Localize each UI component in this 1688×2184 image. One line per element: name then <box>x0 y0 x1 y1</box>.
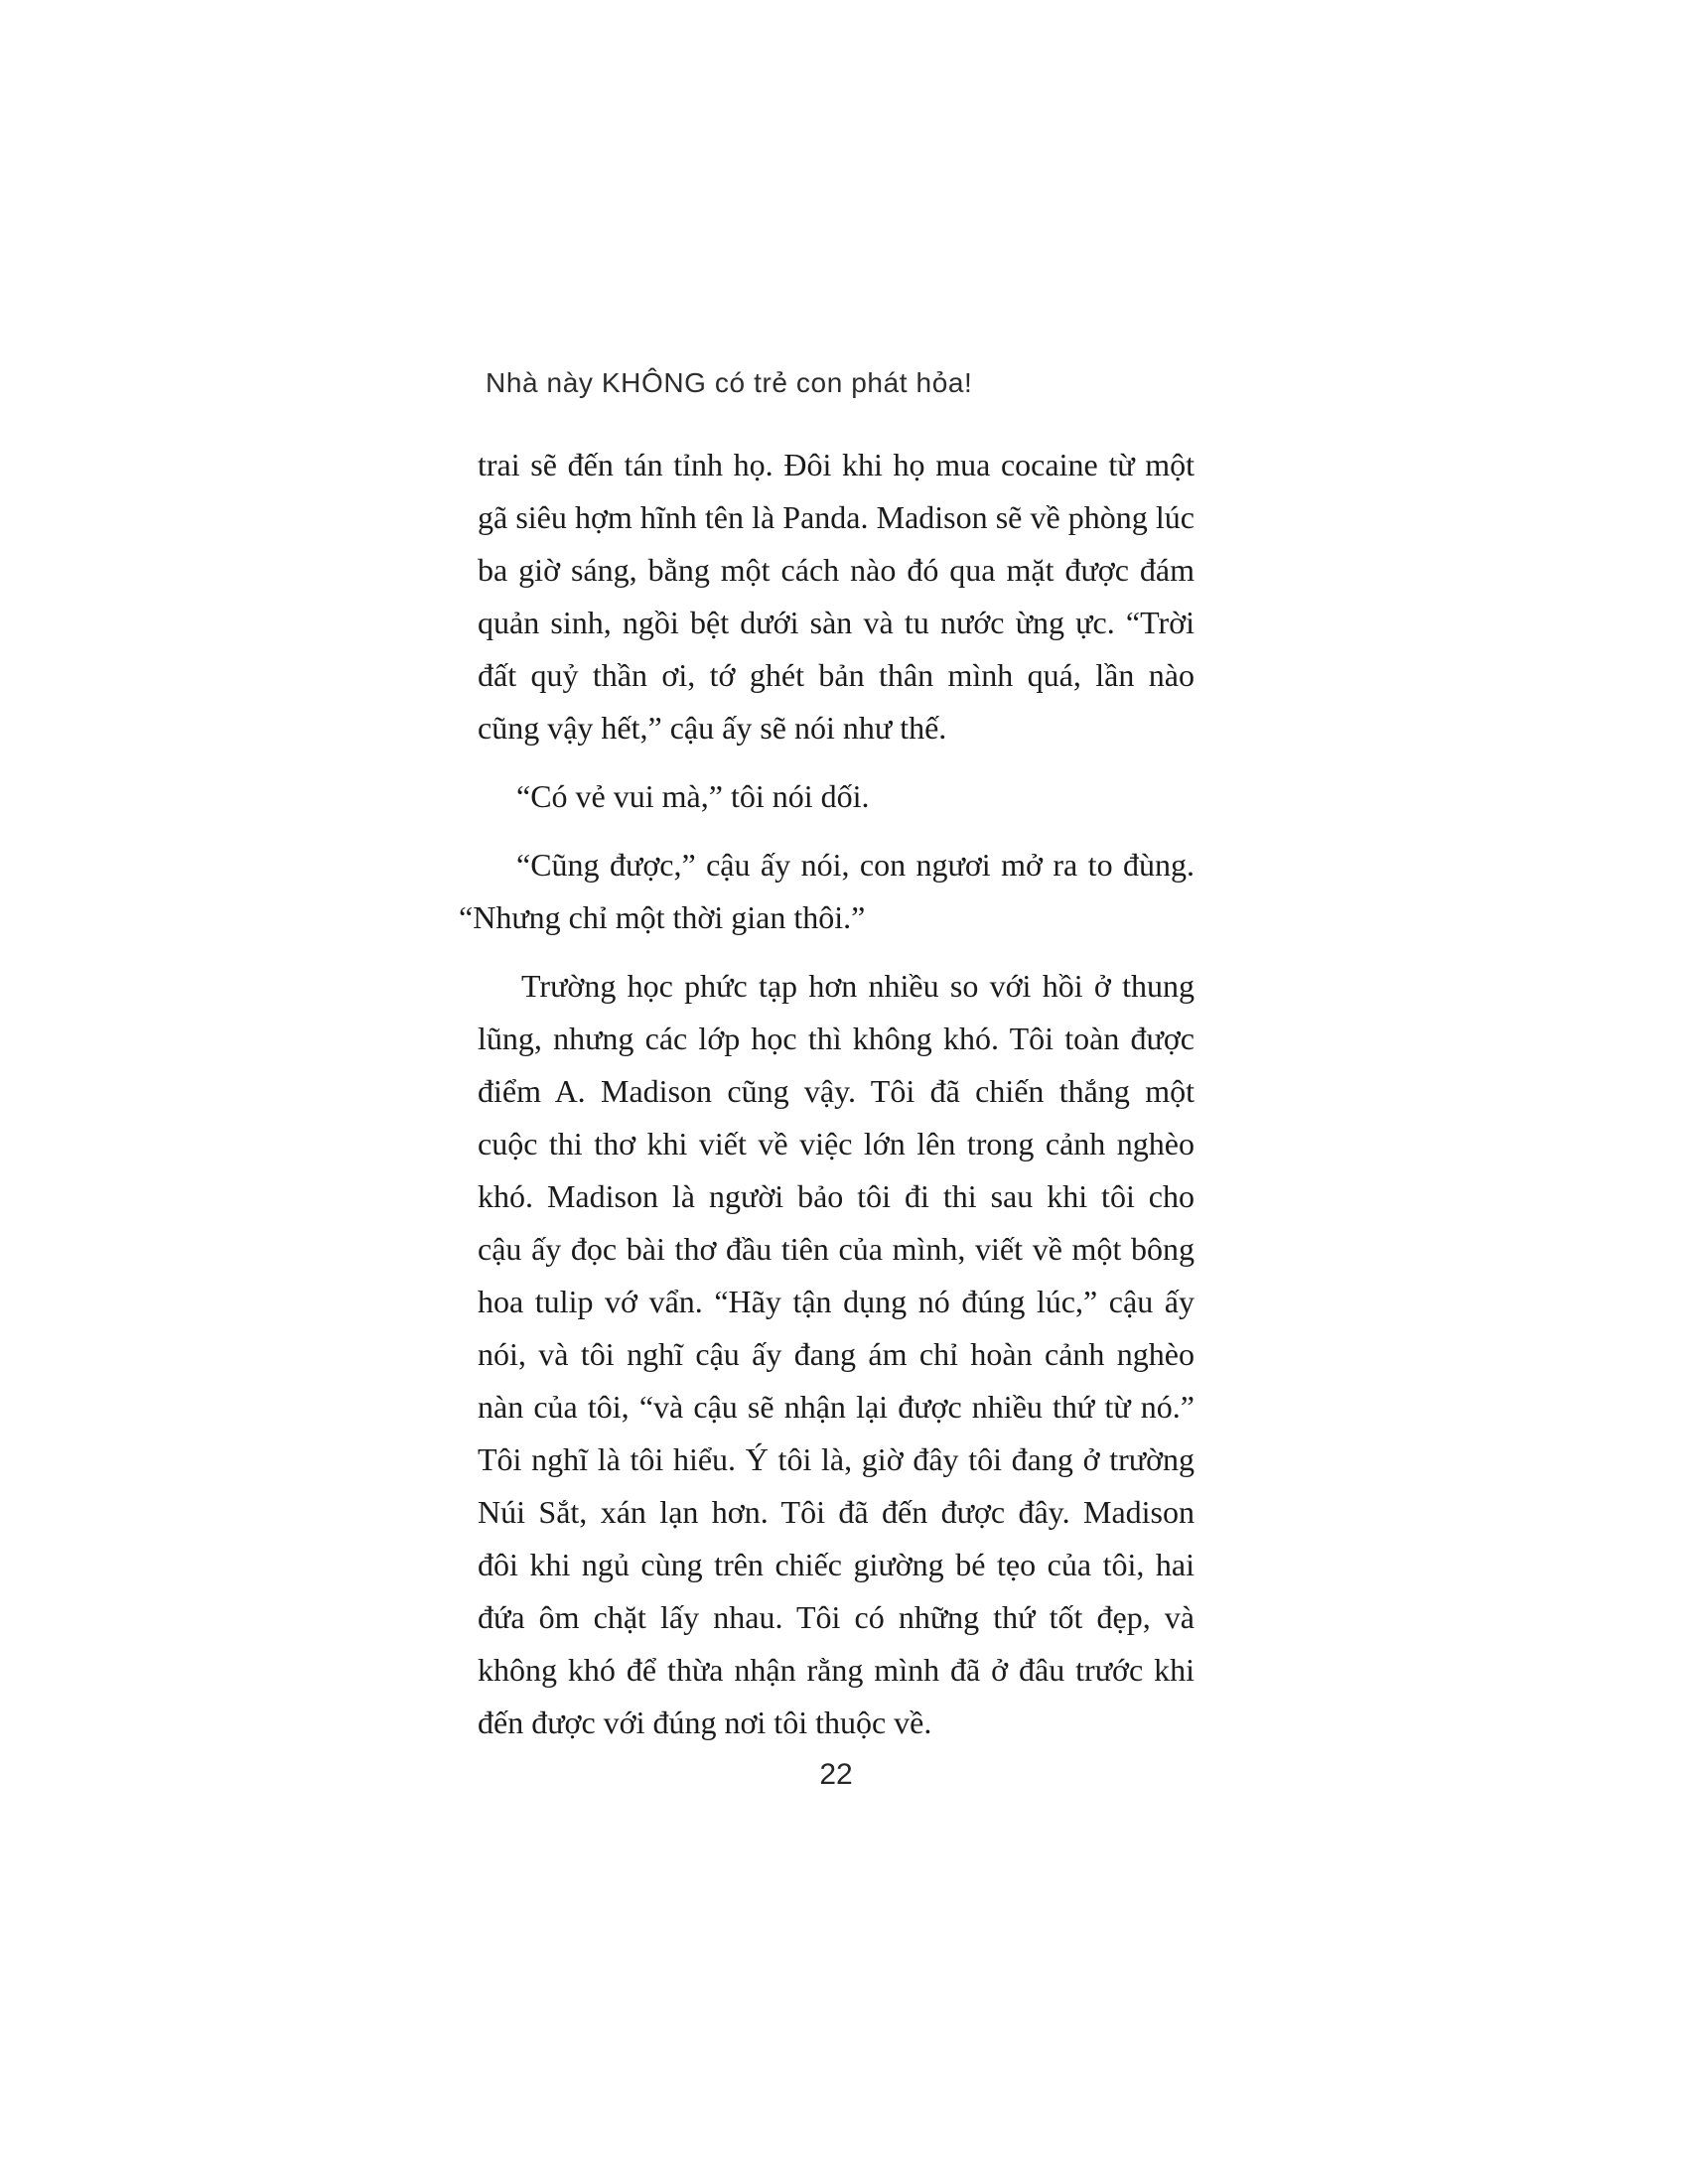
page-number: 22 <box>819 1758 853 1791</box>
body-text <box>459 439 1195 1749</box>
paragraph <box>478 439 1195 754</box>
text-line: “Có vẻ vui mà,” tôi nói dối. <box>516 778 870 814</box>
text-line: điểm A. Madison cũng vậy. Tôi đã chiến thắng một <box>478 1073 1195 1109</box>
text-line: đôi khi ngủ cùng trên chiếc giường bé tẹo của tôi, hai <box>478 1547 1195 1582</box>
text-line: hoa tulip vớ vẩn. “Hãy tận dụng nó đúng lúc,” cậu ấy <box>478 1284 1195 1319</box>
paragraph <box>459 839 1195 944</box>
text-line: “Cũng được,” cậu ấy nói, con ngươi mở ra to đùng. <box>516 847 1195 883</box>
text-line: gã siêu hợm hĩnh tên là Panda. Madison sẽ về phòng lúc <box>478 499 1195 535</box>
text-line: đứa ôm chặt lấy nhau. Tôi có những thứ tốt đẹp, và <box>478 1599 1195 1635</box>
text-line: Núi Sắt, xán lạn hơn. Tôi đã đến được đây. Madison <box>478 1494 1195 1530</box>
text-line: cậu ấy đọc bài thơ đầu tiên của mình, viết về một bông <box>478 1231 1195 1267</box>
paragraph <box>478 960 1195 1749</box>
text-line: quản sinh, ngồi bệt dưới sàn và tu nước ừng ực. “Trời <box>478 605 1195 640</box>
text-line: nói, và tôi nghĩ cậu ấy đang ám chỉ hoàn cảnh nghèo <box>478 1336 1195 1372</box>
text-line: Trường học phức tạp hơn nhiều so với hồi ở thung <box>521 968 1195 1004</box>
text-line: “Nhưng chỉ một thời gian thôi.” <box>459 899 866 935</box>
paragraph <box>478 770 1195 823</box>
text-line: đất quỷ thần ơi, tớ ghét bản thân mình quá, lần nào <box>478 657 1195 693</box>
text-line: đến được với đúng nơi tôi thuộc về. <box>478 1705 932 1740</box>
text-line: cuộc thi thơ khi viết về việc lớn lên trong cảnh nghèo <box>478 1126 1195 1161</box>
text-line: khó. Madison là người bảo tôi đi thi sau khi tôi cho <box>478 1178 1195 1214</box>
text-line: nàn của tôi, “và cậu sẽ nhận lại được nhiều thứ từ nó.” <box>478 1389 1195 1425</box>
running-header: Nhà này KHÔNG có trẻ con phát hỏa! <box>486 367 973 398</box>
text-line: không khó để thừa nhận rằng mình đã ở đâu trước khi <box>478 1652 1195 1688</box>
text-line: trai sẽ đến tán tỉnh họ. Đôi khi họ mua cocaine từ một <box>478 447 1195 482</box>
text-line: Tôi nghĩ là tôi hiểu. Ý tôi là, giờ đây tôi đang ở trường <box>478 1441 1195 1477</box>
text-line: ba giờ sáng, bằng một cách nào đó qua mặt được đám <box>478 552 1195 588</box>
text-line: cũng vậy hết,” cậu ấy sẽ nói như thế. <box>478 710 947 746</box>
text-line: lũng, nhưng các lớp học thì không khó. Tôi toàn được <box>478 1021 1195 1056</box>
